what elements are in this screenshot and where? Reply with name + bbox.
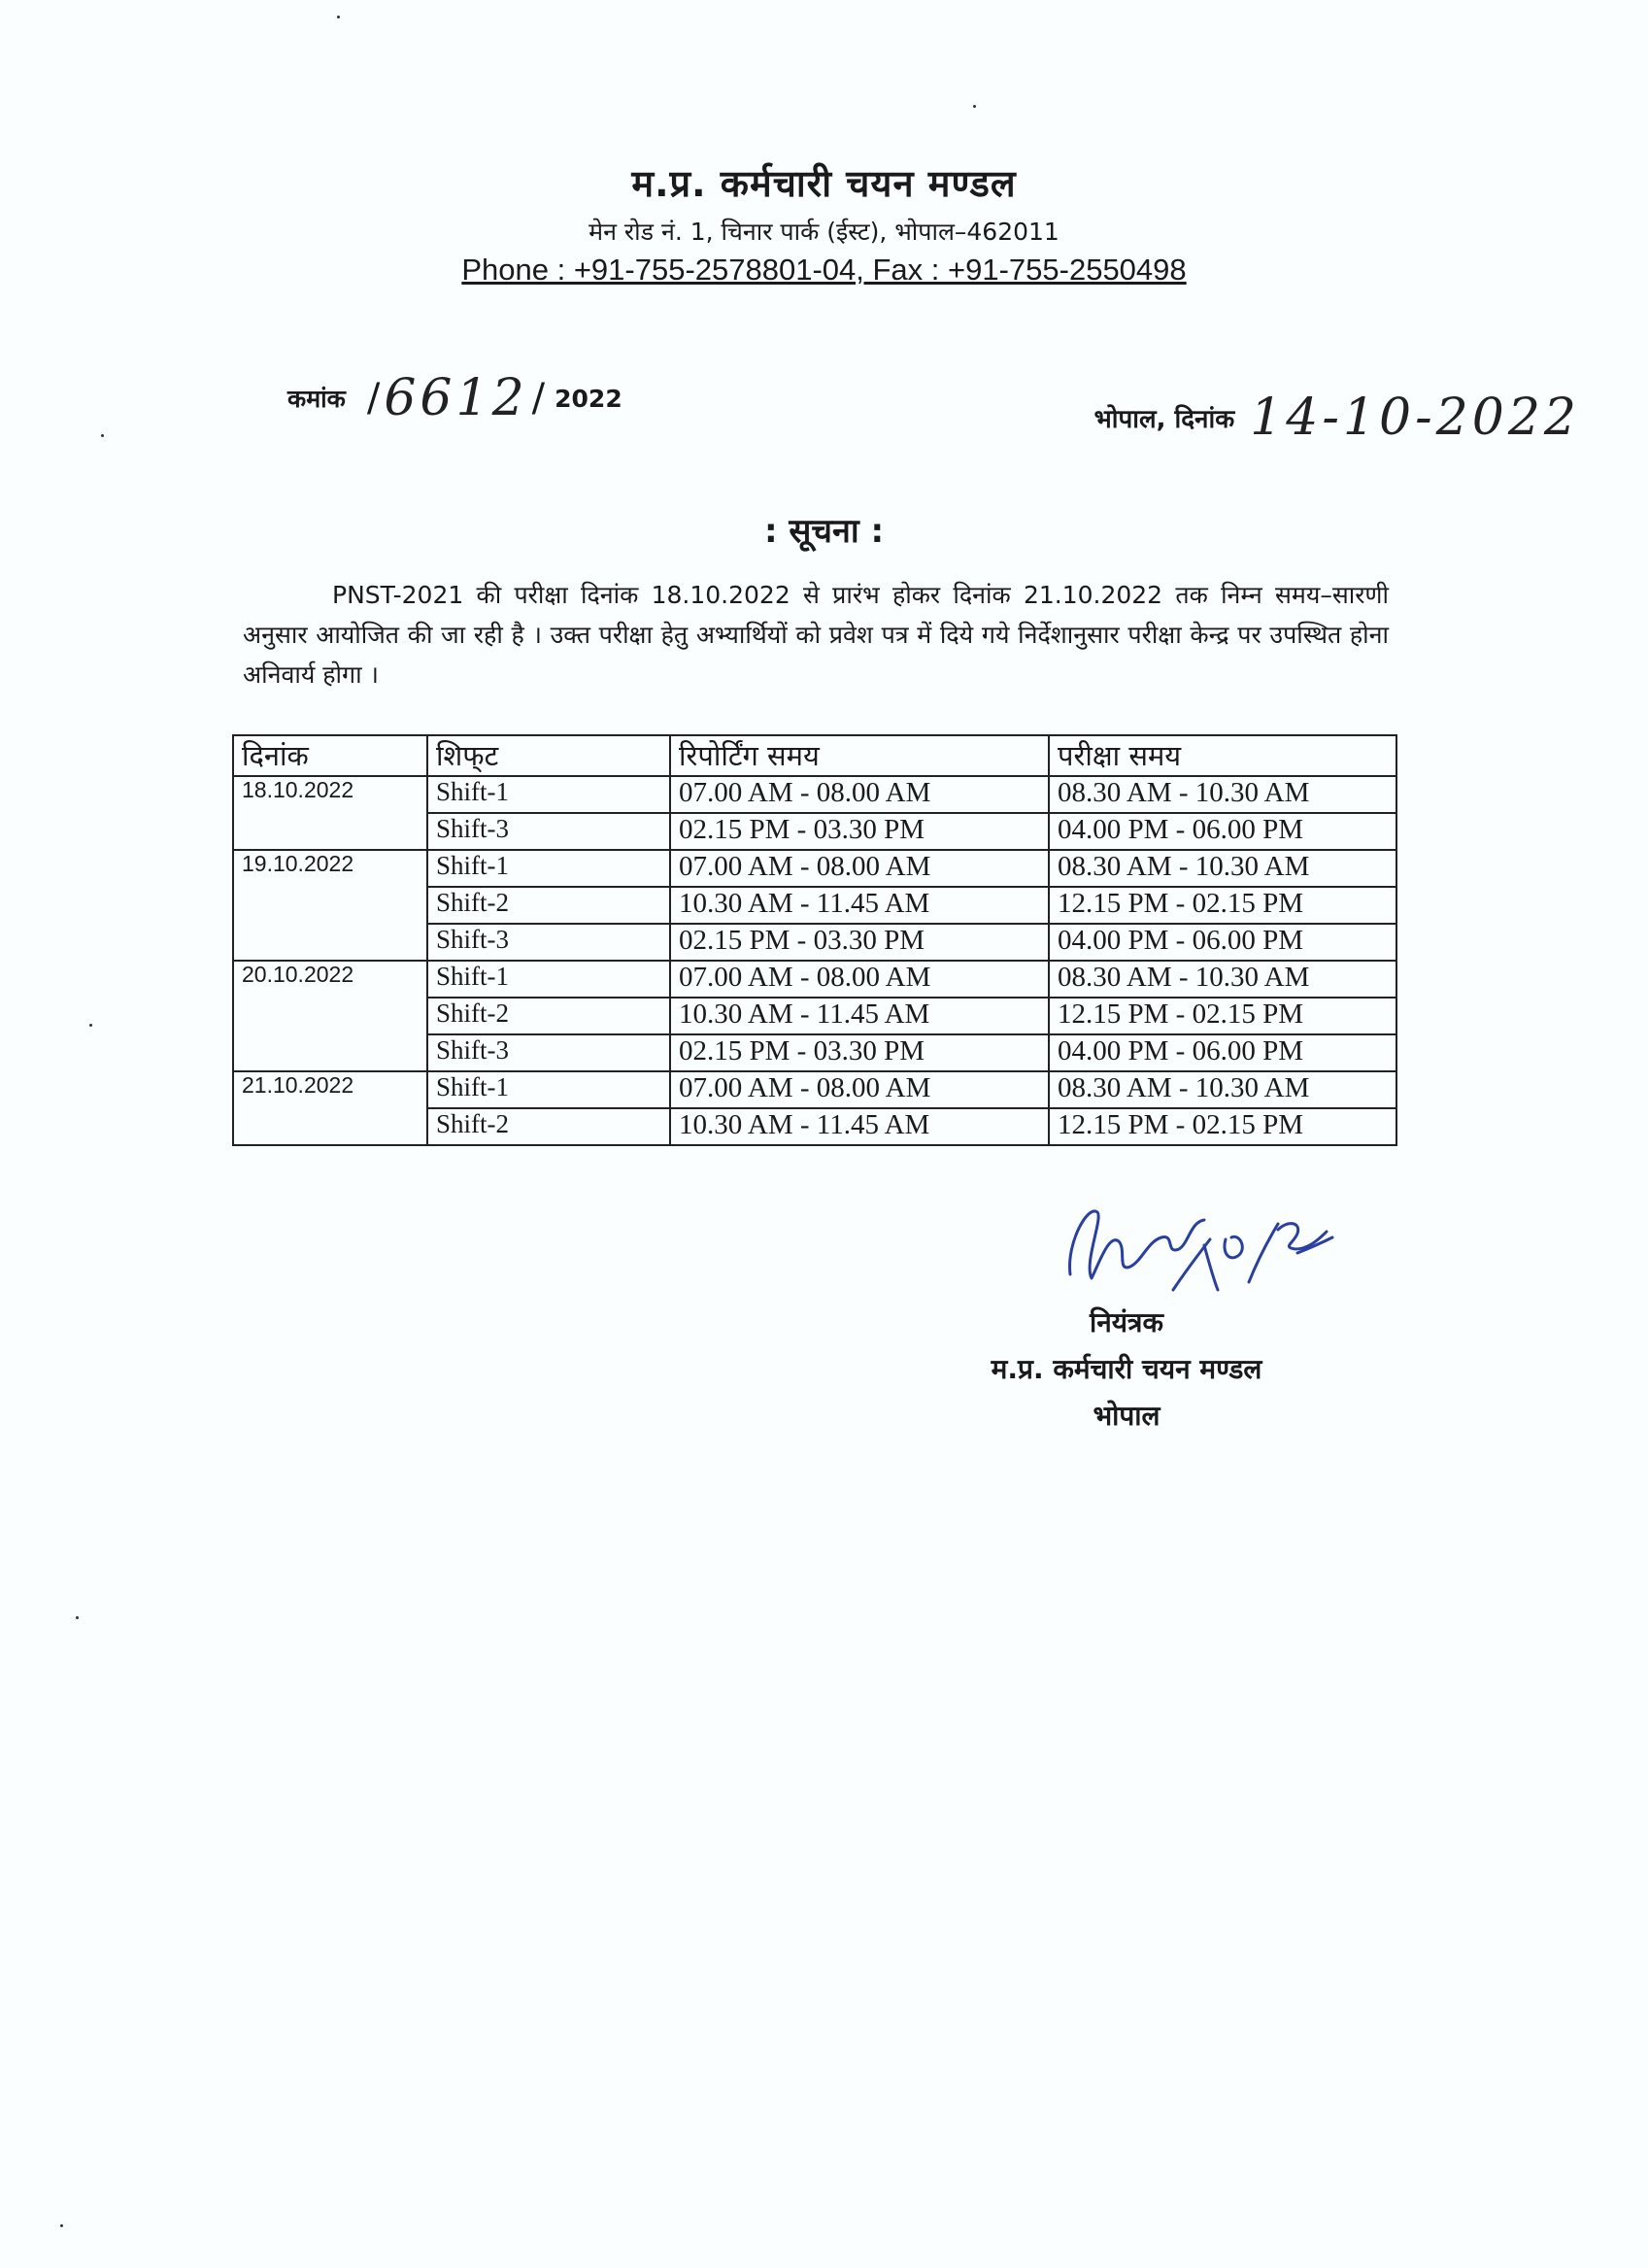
scan-speck (60, 2224, 63, 2227)
reporting-time-cell: 07.00 AM - 08.00 AM (670, 961, 1049, 998)
table-row (233, 850, 1396, 887)
shift-cell: Shift-2 (427, 887, 670, 924)
signatory-city: भोपाल (1093, 1400, 1160, 1432)
reporting-time-cell: 10.30 AM - 11.45 AM (670, 887, 1049, 924)
scan-speck (337, 16, 340, 18)
reporting-time-cell: 02.15 PM - 03.30 PM (670, 1034, 1049, 1071)
organization-address: मेन रोड नं. 1, चिनार पार्क (ईस्ट), भोपाल–462011 (589, 218, 1059, 246)
notice-title: : सूचना : (763, 512, 885, 551)
exam-time-cell: 12.15 PM - 02.15 PM (1049, 887, 1396, 924)
shift-cell: Shift-2 (427, 998, 670, 1034)
exam-time-cell: 12.15 PM - 02.15 PM (1049, 1108, 1396, 1145)
exam-time-cell: 04.00 PM - 06.00 PM (1049, 1034, 1396, 1071)
exam-date-cell: 18.10.2022 (233, 776, 427, 850)
scan-speck (973, 105, 976, 108)
reference-year: 2022 (555, 384, 622, 413)
exam-schedule-table (232, 734, 1397, 1146)
organization-contact: Phone : +91-755-2578801-04, Fax : +91-755-2550498 (461, 253, 1187, 287)
shift-cell: Shift-2 (427, 1108, 670, 1145)
shift-cell: Shift-3 (427, 813, 670, 850)
reporting-time-cell: 07.00 AM - 08.00 AM (670, 850, 1049, 887)
exam-time-cell: 08.30 AM - 10.30 AM (1049, 850, 1396, 887)
table-row (233, 1071, 1396, 1108)
reference-separator: / (366, 376, 381, 421)
exam-time-cell: 08.30 AM - 10.30 AM (1049, 1071, 1396, 1108)
signatory-block (903, 1300, 1350, 1439)
reporting-time-cell: 10.30 AM - 11.45 AM (670, 1108, 1049, 1145)
scan-speck (89, 1024, 92, 1027)
signatory-designation: नियंत्रक (1090, 1306, 1163, 1338)
exam-date-cell: 20.10.2022 (233, 961, 427, 1071)
table-row (233, 776, 1396, 813)
scan-speck (76, 1616, 79, 1619)
exam-time-cell: 08.30 AM - 10.30 AM (1049, 776, 1396, 813)
organization-title: म.प्र. कर्मचारी चयन मण्डल (631, 162, 1017, 205)
issue-date-value: 14-10-2022 (1250, 389, 1580, 447)
table-row (233, 961, 1396, 998)
shift-cell: Shift-1 (427, 961, 670, 998)
shift-cell: Shift-3 (427, 1034, 670, 1071)
reporting-time-cell: 02.15 PM - 03.30 PM (670, 924, 1049, 961)
column-header-reporting-time: रिपोर्टिंग समय (670, 735, 1049, 776)
column-header-exam-time: परीक्षा समय (1049, 735, 1396, 776)
reference-number: 6612 (384, 369, 528, 427)
notice-body: PNST-2021 की परीक्षा दिनांक 18.10.2022 से प्रारंभ होकर दिनांक 21.10.2022 तक निम्न समय–सारणी अनुसार आयोजित की जा रही है । उक्त परीक्षा हेतु अभ्यार्थियों को प्रवेश पत्र में दिये गये निर्देशानुसार परीक्षा केन्द्र पर उपस्थित होना अनिवार्य होगा । (243, 581, 1389, 689)
reference-number-line (287, 369, 622, 427)
shift-cell: Shift-1 (427, 1071, 670, 1108)
column-header-date: दिनांक (233, 735, 427, 776)
exam-time-cell: 12.15 PM - 02.15 PM (1049, 998, 1396, 1034)
exam-date-cell: 19.10.2022 (233, 850, 427, 961)
shift-cell: Shift-1 (427, 850, 670, 887)
reference-label: कमांक (287, 385, 346, 413)
reporting-time-cell: 10.30 AM - 11.45 AM (670, 998, 1049, 1034)
reporting-time-cell: 07.00 AM - 08.00 AM (670, 776, 1049, 813)
exam-time-cell: 04.00 PM - 06.00 PM (1049, 924, 1396, 961)
issue-date-line (1093, 389, 1580, 447)
reporting-time-cell: 07.00 AM - 08.00 AM (670, 1071, 1049, 1108)
shift-cell: Shift-3 (427, 924, 670, 961)
shift-cell: Shift-1 (427, 776, 670, 813)
handwritten-signature (1059, 1185, 1350, 1311)
exam-date-cell: 21.10.2022 (233, 1071, 427, 1145)
reporting-time-cell: 02.15 PM - 03.30 PM (670, 813, 1049, 850)
exam-time-cell: 08.30 AM - 10.30 AM (1049, 961, 1396, 998)
column-header-shift: शिफ्‌ट (427, 735, 670, 776)
reference-separator: / (531, 376, 546, 421)
signatory-organization: म.प्र. कर्मचारी चयन मण्डल (991, 1353, 1262, 1385)
issue-date-label: भोपाल, दिनांक (1093, 405, 1235, 434)
scan-speck (101, 434, 104, 437)
exam-time-cell: 04.00 PM - 06.00 PM (1049, 813, 1396, 850)
table-header-row (233, 735, 1396, 776)
